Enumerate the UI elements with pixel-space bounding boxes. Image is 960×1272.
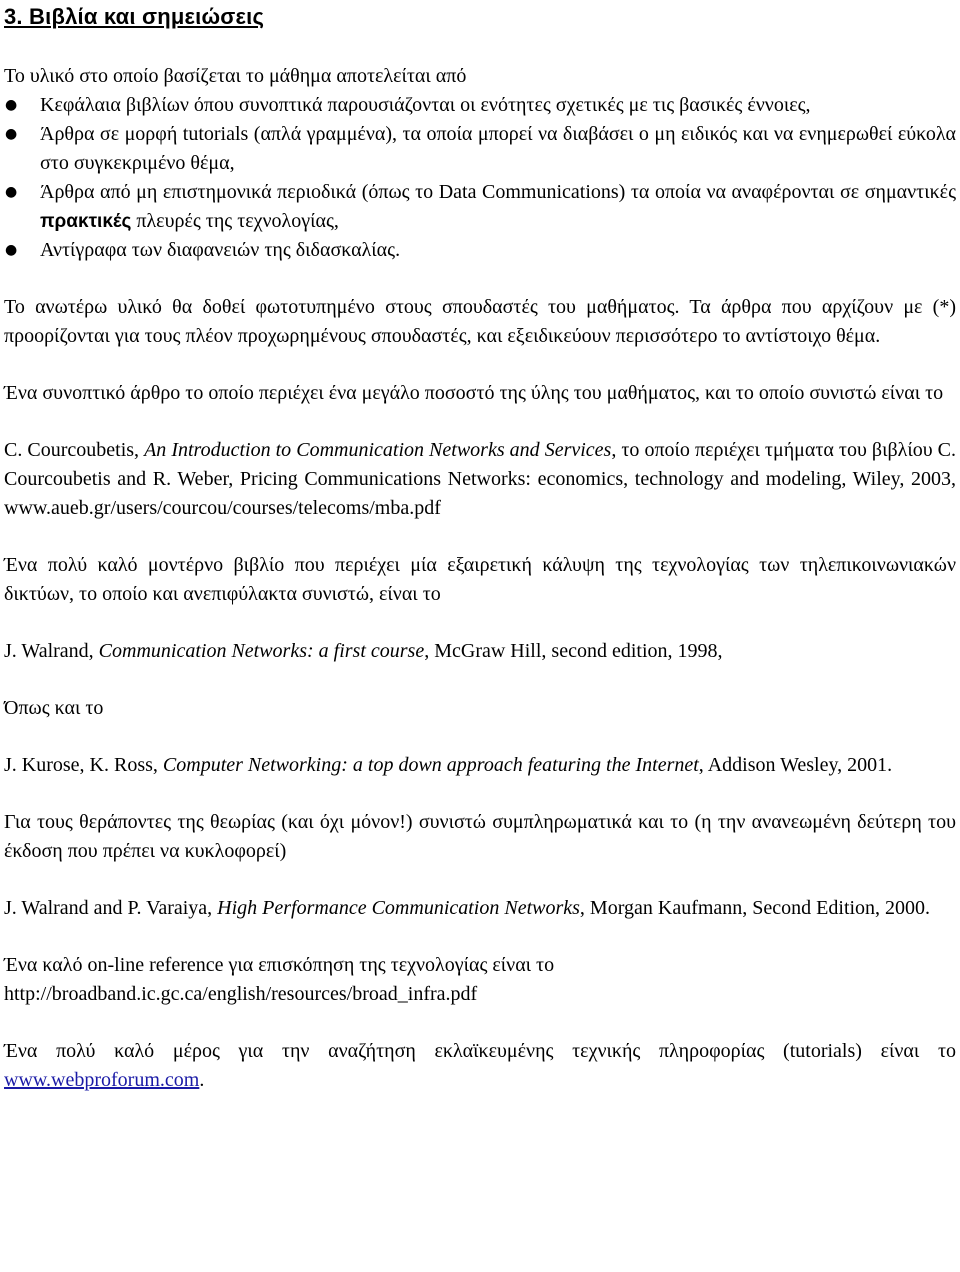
tutorials-paragraph (4, 1037, 956, 1095)
section-heading: 3. Βιβλία και σημειώσεις (4, 4, 265, 29)
reference-details: , το οποίο περιέχει τμήματα του βιβλίου C. Courcoubetis and R. Weber, Pricing Communications Networks: economics, technology and modeling, Wiley, 2003, www.aueb.gr/users/courcou/courses/telecoms/mba.pdf (4, 439, 956, 519)
reference-authors: J. Walrand and P. Varaiya, (4, 897, 218, 919)
list-item (4, 91, 956, 120)
list-item-text: Άρθρα από μη επιστημονικά περιοδικά (όπως το Data Communications) τα οποία να αναφέρονται σε σημαντικές (40, 181, 956, 203)
bullet-icon: ● (5, 97, 18, 113)
reference-authors: J. Kurose, K. Ross, (4, 754, 163, 776)
list-item (4, 178, 956, 236)
reference-title: Computer Networking: a top down approach featuring the Internet (162, 754, 699, 776)
list-item-text: πλευρές της τεχνολογίας, (131, 210, 339, 232)
reference-walrand (4, 637, 956, 666)
reference-title: High Performance Communication Networks (217, 897, 580, 919)
reference-details: , Morgan Kaufmann, Second Edition, 2000. (579, 897, 931, 919)
reference-kurose (4, 751, 956, 780)
list-item-text: Αντίγραφα των διαφανειών της διδασκαλίας. (40, 239, 401, 261)
online-reference-url: http://broadband.ic.gc.ca/english/resources/broad_infra.pdf (4, 983, 478, 1005)
online-reference-text: Ένα καλό on-line reference για επισκόπηση της τεχνολογίας είναι το (4, 954, 555, 976)
copies-paragraph: Το ανωτέρω υλικό θα δοθεί φωτοτυπημένο στους σπουδαστές του μαθήματος. Τα άρθρα που αρχίζουν με (*) προορίζονται για τους πλέον προχωρημένους σπουδαστές, και εξειδικεύουν περισσότερο το αντίστοιχο θέμα. (4, 296, 956, 347)
reference-courcoubetis (4, 436, 956, 523)
reference-varaiya (4, 894, 956, 923)
emphasized-word: πρακτικές (40, 211, 132, 232)
list-item (4, 236, 956, 265)
reference-authors: J. Walrand, (4, 640, 99, 662)
bullet-icon: ● (5, 242, 18, 258)
also-paragraph: Όπως και το (4, 697, 104, 719)
reference-details: , McGraw Hill, second edition, 1998, (424, 640, 723, 662)
intro-paragraph: Το υλικό στο οποίο βασίζεται το μάθημα αποτελείται από (4, 65, 467, 87)
tutorials-end: . (199, 1069, 205, 1091)
online-reference-paragraph (4, 951, 956, 1009)
materials-list (4, 91, 956, 265)
summary-paragraph: Ένα συνοπτικό άρθρο το οποίο περιέχει ένα μεγάλο ποσοστό της ύλης του μαθήματος, και το οποίο συνιστώ είναι το (4, 382, 944, 404)
tutorials-text: Ένα πολύ καλό μέρος για την αναζήτηση εκλαϊκευμένης τεχνικής πληροφορίας (tutorials) είναι το (4, 1040, 956, 1062)
theory-paragraph: Για τους θεράποντες της θεωρίας (και όχι μόνον!) συνιστώ συμπληρωματικά και το (η την ανανεωμένη δεύτερη του έκδοση που πρέπει να κυκλοφορεί) (4, 811, 956, 862)
reference-details: , Addison Wesley, 2001. (698, 754, 893, 776)
list-item (4, 120, 956, 178)
reference-title: Communication Networks: a first course (98, 640, 425, 662)
reference-title: An Introduction to Communication Networks and Services (144, 439, 612, 461)
reference-authors: C. Courcoubetis, (4, 439, 145, 461)
webproforum-link[interactable]: www.webproforum.com (4, 1069, 200, 1091)
document-page (4, 0, 956, 1095)
modern-book-paragraph: Ένα πολύ καλό μοντέρνο βιβλίο που περιέχει μία εξαιρετική κάλυψη της τεχνολογίας των τηλεπικοινωνιακών δικτύων, το οποίο και ανεπιφύλακτα συνιστώ, είναι το (4, 554, 956, 605)
bullet-icon: ● (5, 126, 18, 142)
list-item-text: Κεφάλαια βιβλίων όπου συνοπτικά παρουσιάζονται οι ενότητες σχετικές με τις βασικές έννοιες, (40, 94, 811, 116)
bullet-icon: ● (5, 184, 18, 200)
list-item-text: Άρθρα σε μορφή tutorials (απλά γραμμένα), τα οποία μπορεί να διαβάσει ο μη ειδικός και να ενημερωθεί εύκολα στο συγκεκριμένο θέμα, (40, 123, 956, 174)
